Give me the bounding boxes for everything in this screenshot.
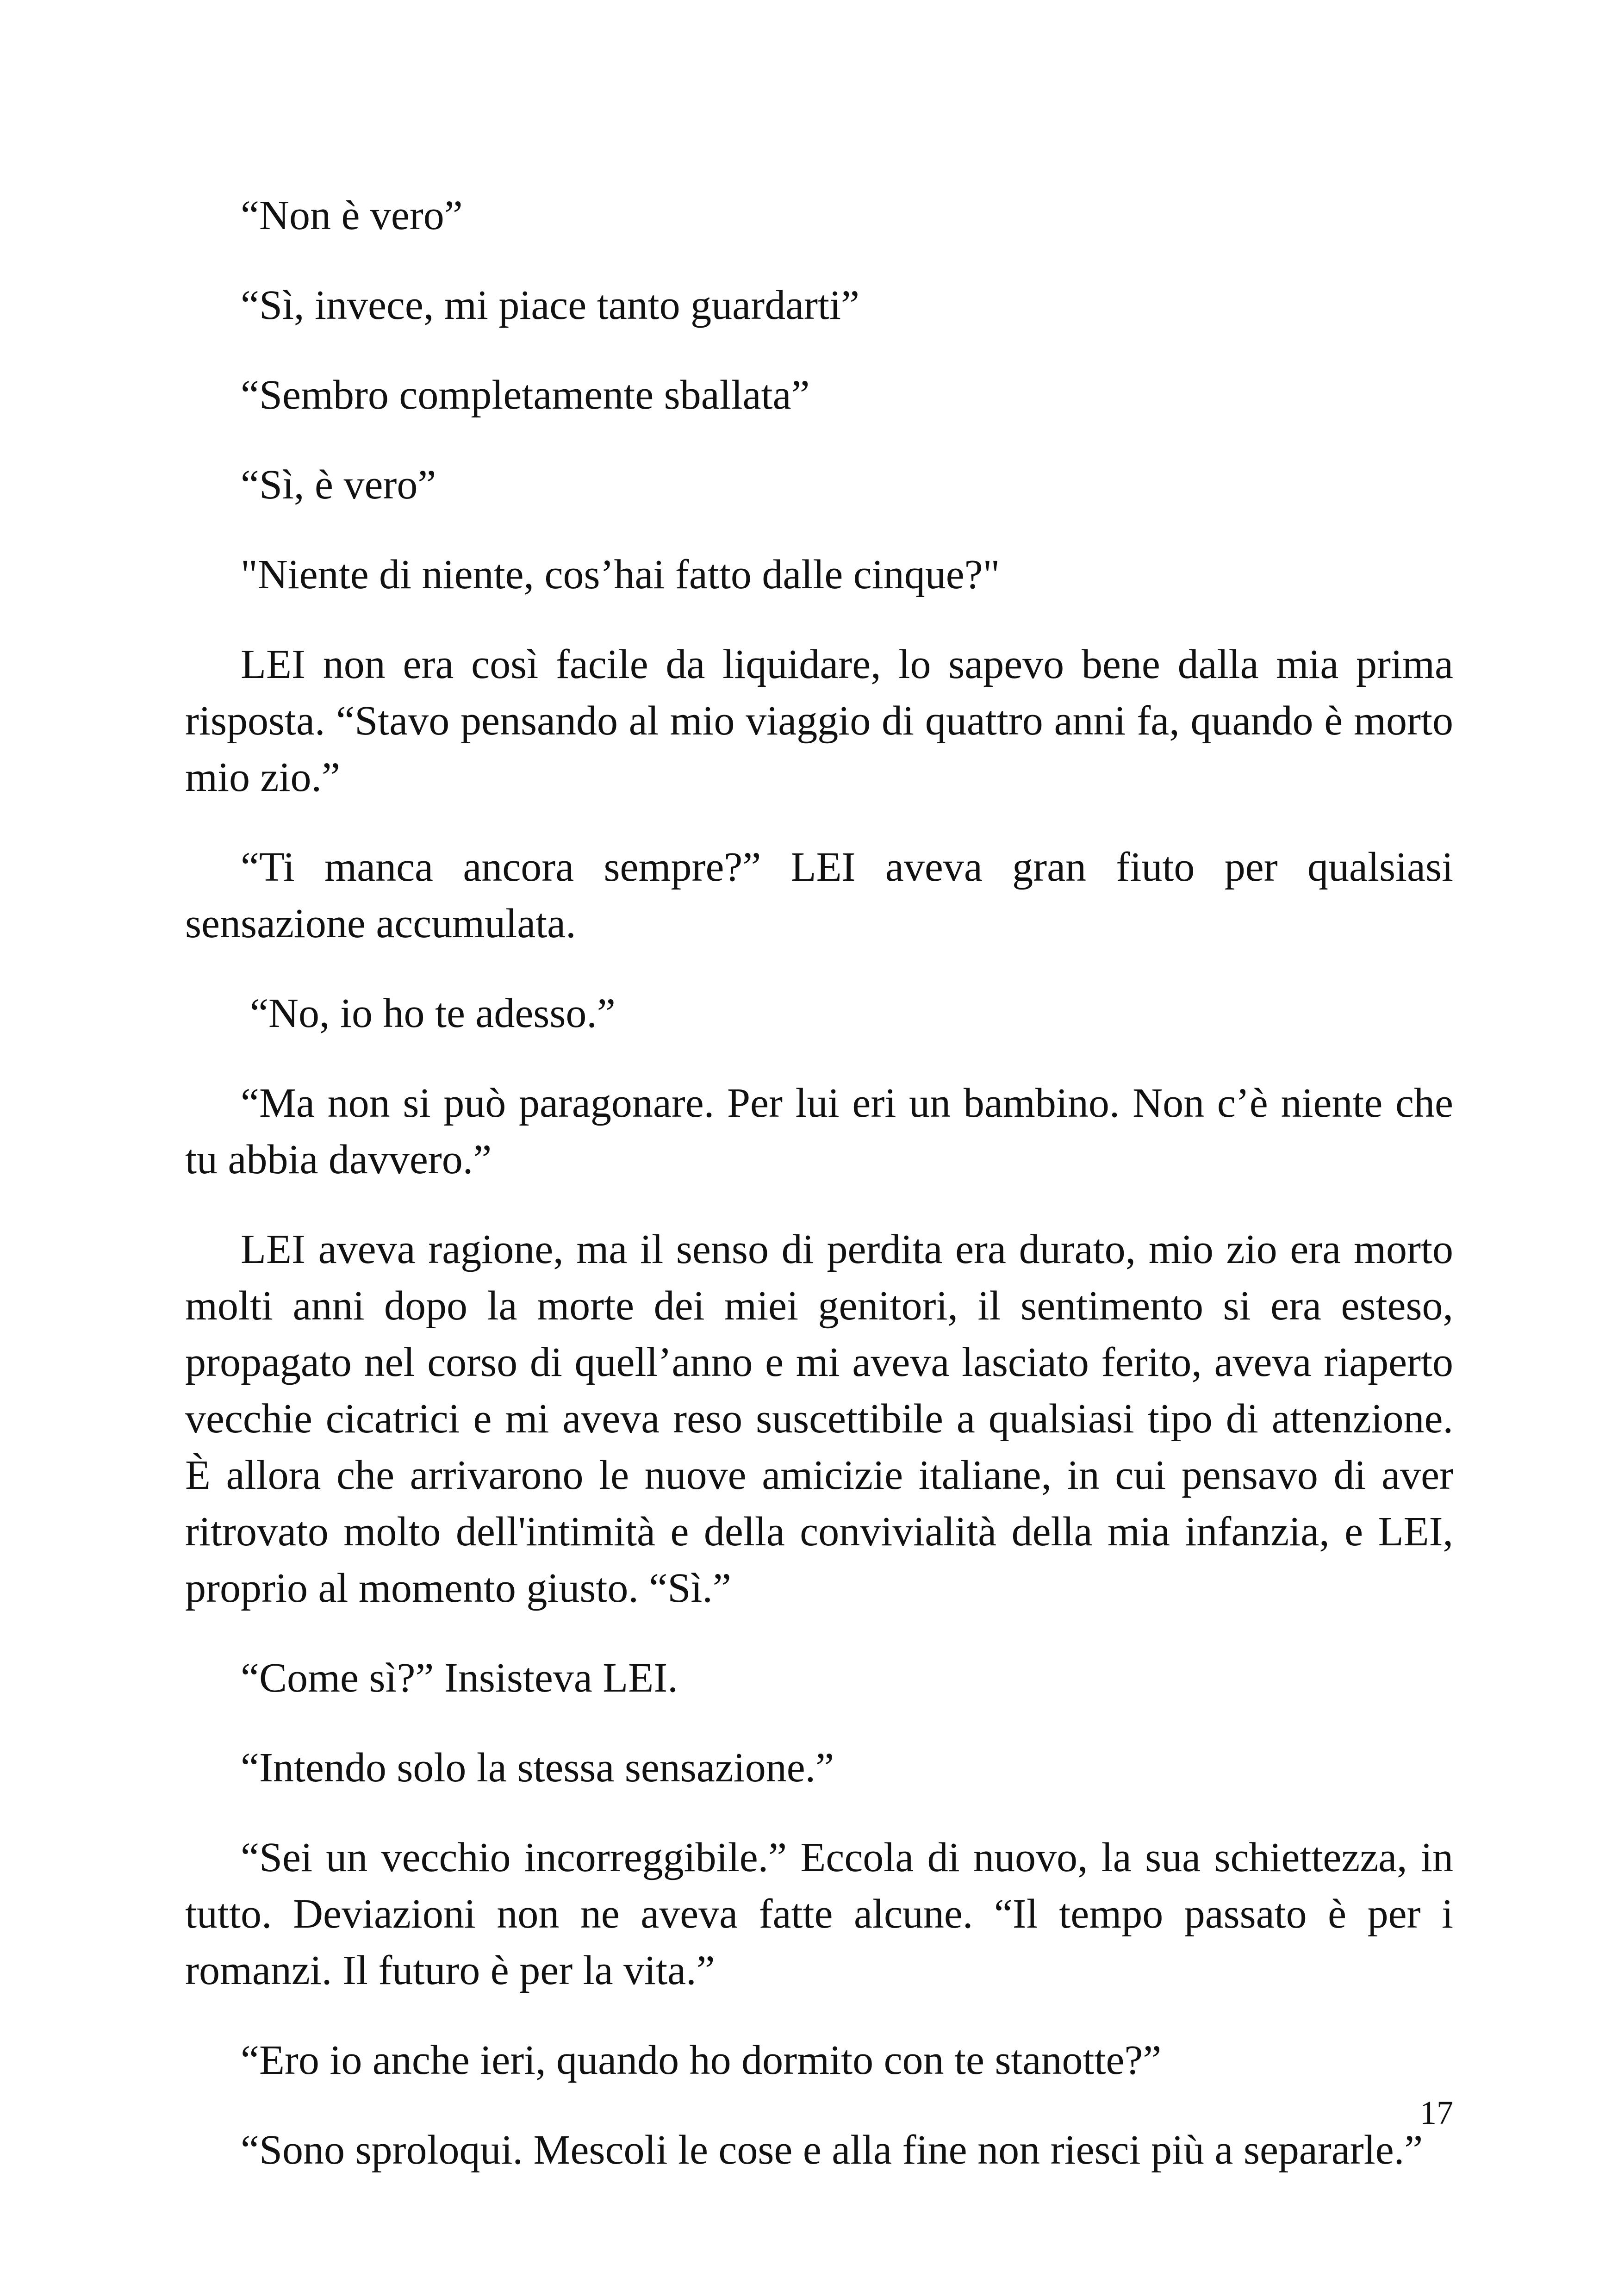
paragraph: “Ero io anche ieri, quando ho dormito con te stanotte?” xyxy=(241,2037,1162,2083)
paragraph: “Sì, è vero” xyxy=(241,462,436,508)
paragraph: “Sì, invece, mi piace tanto guardarti” xyxy=(241,282,859,328)
body-text xyxy=(185,187,1453,2212)
paragraph: “Ma non si può paragonare. Per lui eri un bambino. Non c’è niente che tu abbia davvero.” xyxy=(185,1080,1453,1182)
page-number: 17 xyxy=(1420,2094,1453,2131)
paragraph: “Sembro completamente sballata” xyxy=(241,372,810,418)
paragraph: “Sei un vecchio incorreggibile.” Eccola di nuovo, la sua schiettezza, in tutto. Deviazioni non ne aveva fatte alcune. “Il tempo passato è per i romanzi. Il futuro è per la vita.” xyxy=(185,1835,1453,1993)
paragraph: “Sono sproloqui. Mescoli le cose e alla fine non riesci più a separarle.” xyxy=(241,2127,1423,2173)
paragraph: “No, io ho te adesso.” xyxy=(250,990,616,1036)
paragraph: “Come sì?” Insisteva LEI. xyxy=(241,1655,678,1701)
paragraph: “Ti manca ancora sempre?” LEI aveva gran fiuto per qualsiasi sensazione accumulata. xyxy=(185,844,1453,946)
paragraph: “Non è vero” xyxy=(241,193,463,238)
paragraph: "Niente di niente, cos’hai fatto dalle cinque?" xyxy=(241,552,1000,597)
paragraph: “Intendo solo la stessa sensazione.” xyxy=(241,1745,834,1791)
paragraph: LEI aveva ragione, ma il senso di perdita era durato, mio zio era morto molti anni dopo la morte dei miei genitori, il sentimento si era esteso, propagato nel corso di quell’anno e mi aveva lasciato ferito, aveva riaperto vecchie cicatrici e mi aveva reso suscettibile a qualsiasi tipo di attenzione. È allora che arrivarono le nuove amicizie italiane, in cui pensavo di aver ritrovato molto dell'intimità e della convivialità della mia infanzia, e LEI, proprio al momento giusto. “Sì.” xyxy=(185,1226,1453,1611)
paragraph: LEI non era così facile da liquidare, lo sapevo bene dalla mia prima risposta. “Stavo pensando al mio viaggio di quattro anni fa, quando è morto mio zio.” xyxy=(185,641,1453,800)
